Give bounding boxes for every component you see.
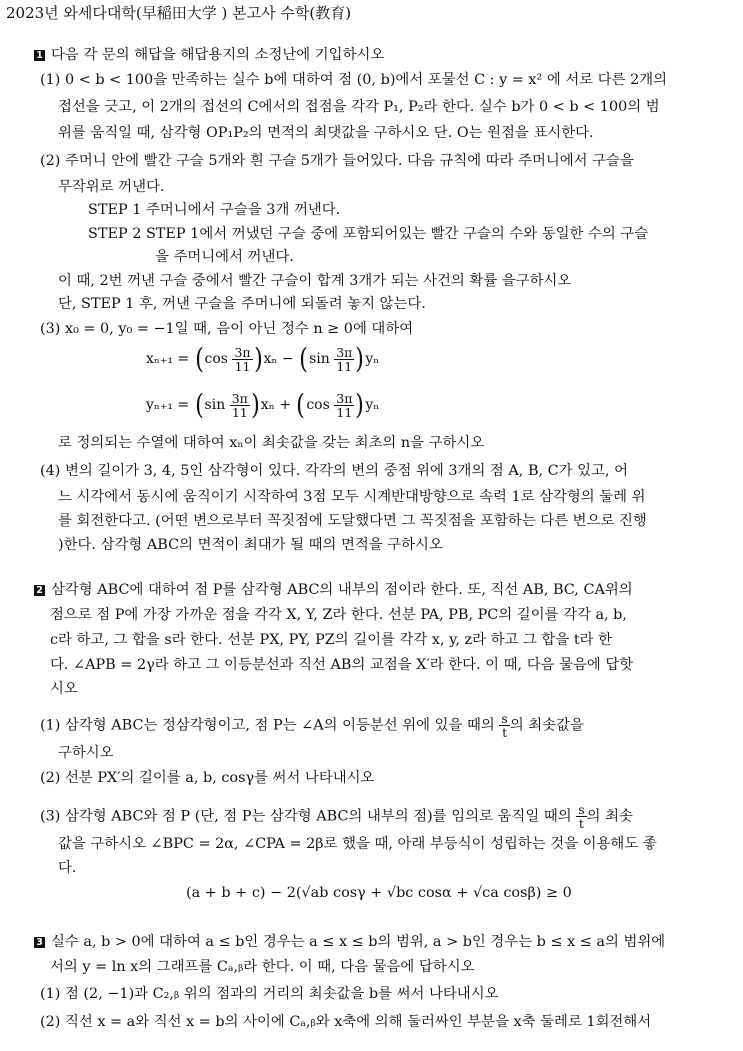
eq-sin: sin: [309, 351, 330, 367]
eq-yn: yₙ: [365, 397, 380, 413]
problem-1-1-line-3: 위를 움직일 때, 삼각형 OP₁P₂의 면적의 최댓값을 구하시오 단. O는 원점을 표시한다.: [58, 125, 594, 141]
section-1-number-badge: 1: [34, 50, 45, 61]
paren-open: (: [296, 388, 306, 421]
eq-plus: +: [279, 397, 291, 413]
fraction-s-over-t: $\frac{s}{t}$: [578, 802, 585, 831]
problem-1-3-outro: 로 정의되는 수열에 대하여 xₙ이 최솟값을 갖는 최초의 n을 구하시오: [58, 435, 485, 451]
problem-2-2: (2) 선분 PX′의 길이를 a, b, cosγ를 써서 나타내시오: [40, 770, 375, 786]
problem-1-4-line-4: )한다. 삼각형 ABC의 면적이 최대가 될 때의 면적을 구하시오: [58, 537, 443, 553]
problem-1-4-line-1: (4) 변의 길이가 3, 4, 5인 삼각형이 있다. 각각의 변의 중점 위에 3개의 점 A, B, C가 있고, 어: [40, 463, 629, 479]
recurrence-equation-x: [146, 344, 379, 374]
problem-1-4-line-3: 를 회전한다고. (어떤 변으로부터 꼭짓점에 도달했다면 그 꼭짓점을 포함하는 다른 변으로 진행: [58, 513, 647, 529]
problem-2-1-line-1: (1) 삼각형 ABC는 정삼각형이고, 점 P는 ∠A의 이등분선 위에 있을 때의 $\frac{s}{t}$ 의 최솟값을: [40, 711, 584, 740]
page-title: 2023년 와세다대학(早稲田大学 ) 본고사 수학(教育): [6, 4, 352, 22]
section-2-intro-line-3: c라 하고, 그 합을 s라 한다. 선분 PX, PY, PZ의 길이를 각각 x, y, z라 하고 그 합을 t라 한: [50, 632, 612, 648]
section-3-intro-line-2: 서의 y = ln x의 그래프를 Cₐ,ᵦ라 한다. 이 때, 다음 물음에 답하시오: [50, 959, 475, 975]
problem-2-3-line-1: (3) 삼각형 ABC와 점 P (단, 점 P는 삼각형 ABC의 내부의 점)를 임의로 움직일 때의 $\frac{s}{t}$ 의 최솟: [40, 802, 633, 831]
recurrence-equation-y: [146, 390, 379, 420]
problem-1-3-intro: (3) x₀ = 0, y₀ = −1일 때, 음이 아닌 정수 n ≥ 0에 대하여: [40, 321, 414, 337]
section-1-heading-text: 다음 각 문의 해답을 해답용지의 소정난에 기입하시오: [51, 47, 385, 63]
inequality-formula: (a + b + c) − 2(√ab cosγ + √bc cosα + √ca cosβ) ≥ 0: [186, 885, 572, 901]
section-2-intro-line-1: 2 삼각형 ABC에 대하여 점 P를 삼각형 ABC의 내부의 점이라 한다. 또, 직선 AB, BC, CA위의: [34, 580, 633, 600]
problem-1-1-line-2: 접선을 긋고, 이 2개의 접선의 C에서의 접점을 각각 P₁, P₂라 한다. 실수 b가 0 < b < 100의 범: [58, 99, 660, 115]
fraction-3pi-11: $\frac{3\pi}{11}$: [336, 390, 353, 420]
fraction-s-over-t: $\frac{s}{t}$: [501, 711, 508, 740]
eq-sin: sin: [204, 397, 226, 413]
section-3-intro-line-1: 3 실수 a, b > 0에 대하여 a ≤ b인 경우는 a ≤ x ≤ b의 범위, a > b인 경우는 b ≤ x ≤ a의 범위에: [34, 932, 665, 952]
problem-2-3-line-2: 값을 구하시오 ∠BPC = 2α, ∠CPA = 2β로 했을 때, 아래 부등식이 성립하는 것을 이용해도 좋: [58, 836, 657, 852]
problem-2-3-line-3: 다.: [58, 860, 77, 876]
problem-1-2-step-2: STEP 2 STEP 1에서 꺼냈던 구슬 중에 포함되어있는 빨간 구슬의 수와 동일한 수의 구슬: [88, 226, 649, 242]
problem-2-1-line-2: 구하시오: [58, 745, 114, 761]
problem-1-2-line-2: 무작위로 꺼낸다.: [58, 179, 165, 195]
problem-1-4-line-2: 느 시각에서 동시에 움직이기 시작하여 3점 모두 시계반대방향으로 속력 1로 삼각형의 둘레 위: [58, 489, 646, 505]
section-2-intro-line-2: 점으로 점 P에 가장 가까운 점을 각각 X, Y, Z라 한다. 선분 PA, PB, PC의 길이를 각각 a, b,: [50, 607, 627, 623]
eq-xn: xₙ: [263, 351, 278, 367]
paren-close: ): [355, 342, 365, 375]
eq-cos: cos: [306, 397, 330, 413]
paren-open: (: [299, 342, 308, 375]
eq-yn: yₙ: [365, 351, 380, 367]
fraction-3pi-11: $\frac{3\pi}{11}$: [336, 344, 353, 374]
section-1-heading: [34, 45, 384, 65]
problem-3-1: (1) 점 (2, −1)과 C₂,ᵦ 위의 점과의 거리의 최솟값을 b를 써서 나타내시오: [40, 986, 499, 1002]
eq-x-lhs: xₙ₊₁ =: [146, 351, 190, 367]
problem-1-2-question: 이 때, 2번 꺼낸 구슬 중에서 빨간 구슬이 합계 3개가 되는 사건의 확률 을구하시오: [58, 273, 572, 289]
problem-1-1-line-1: (1) 0 < b < 100을 만족하는 실수 b에 대하여 점 (0, b)에서 포물선 C : y = x² 에 서로 다른 2개의: [40, 72, 668, 88]
paren-close: ): [250, 388, 260, 421]
fraction-3pi-11: $\frac{3\pi}{11}$: [234, 344, 251, 374]
eq-y-lhs: yₙ₊₁ =: [146, 397, 190, 413]
eq-minus: −: [281, 351, 294, 367]
problem-1-2-line-1: (2) 주머니 안에 빨간 구슬 5개와 흰 구슬 5개가 들어있다. 다음 규칙에 따라 주머니에서 구슬을: [40, 153, 634, 169]
paren-open: (: [194, 342, 204, 375]
section-3-number-badge: 3: [34, 937, 45, 948]
problem-1-2-step-1: STEP 1 주머니에서 구슬을 3개 꺼낸다.: [88, 202, 341, 218]
problem-3-2: (2) 직선 x = a와 직선 x = b의 사이에 Cₐ,ᵦ와 x축에 의해 둘러싸인 부분을 x축 둘레로 1회전해서: [40, 1014, 652, 1030]
paren-open: (: [194, 388, 204, 421]
eq-cos: cos: [204, 351, 228, 367]
paren-close: ): [355, 388, 365, 421]
problem-1-2-step-2-cont: 을 주머니에서 꺼낸다.: [155, 249, 294, 265]
section-2-number-badge: 2: [34, 585, 45, 596]
section-2-intro-line-5: 시오: [50, 681, 78, 697]
problem-1-2-note: 단, STEP 1 후, 꺼낸 구슬을 주머니에 되돌려 놓지 않는다.: [58, 296, 426, 312]
eq-xn: xₙ: [260, 397, 275, 413]
paren-close: ): [253, 342, 263, 375]
section-2-intro-line-4: 다. ∠APB = 2γ라 하고 그 이등분선과 직선 AB의 교점을 X′라 한다. 이 때, 다음 물음에 답핫: [50, 657, 634, 673]
fraction-3pi-11: $\frac{3\pi}{11}$: [231, 390, 248, 420]
